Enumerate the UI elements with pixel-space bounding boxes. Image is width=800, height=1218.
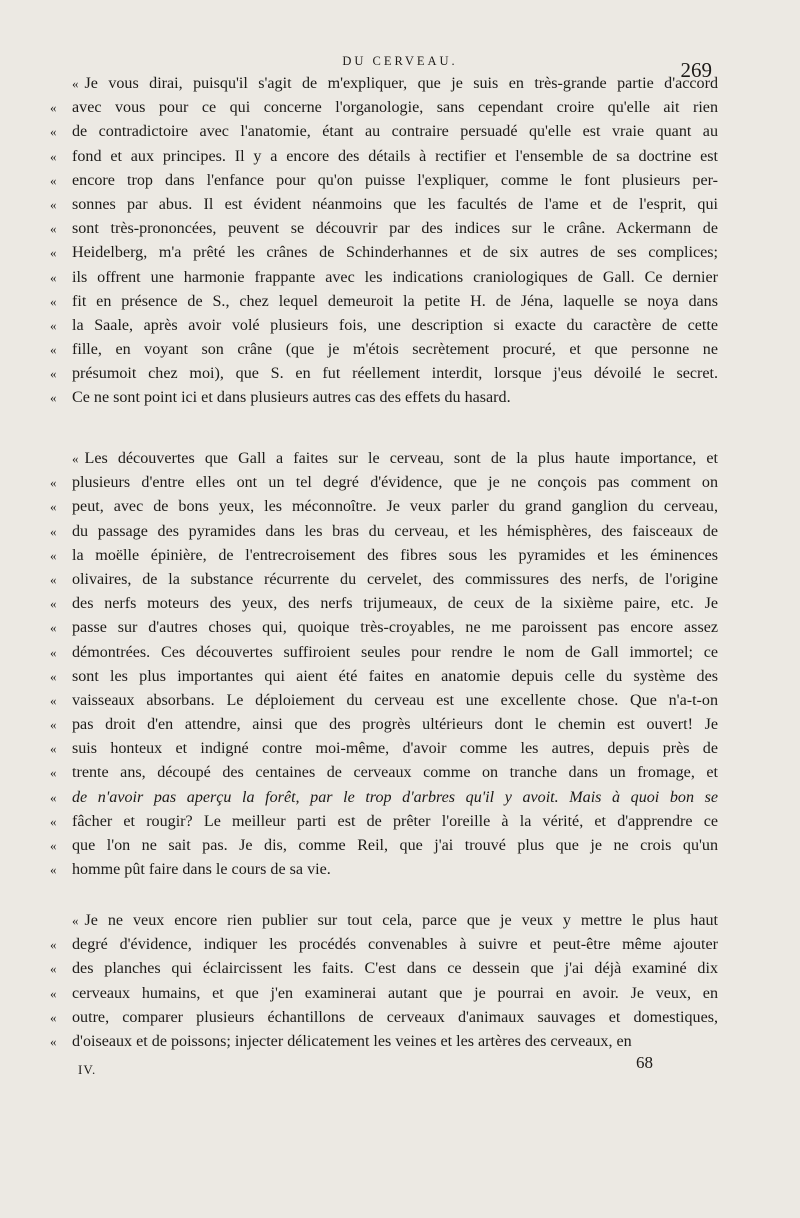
quote-mark: «: [50, 196, 57, 212]
text-line: [50, 858, 718, 882]
text-line: [50, 145, 718, 169]
text-line: [50, 217, 718, 241]
text-line: [50, 1030, 718, 1054]
line-text: plusieurs d'entre elles ont un tel degré d'évidence, que je ne conçois pas comment on: [72, 474, 718, 492]
quote-mark: «: [50, 317, 57, 333]
line-text: que l'on ne sait pas. Je dis, comme Reil, que j'ai trouvé plus que je ne crois qu'un: [72, 837, 718, 854]
quote-mark: «: [50, 644, 57, 660]
line-text: la moëlle épinière, de l'entrecroisement des fibres sous les pyramides et les éminences: [72, 546, 718, 564]
signature-mark: IV.: [78, 1062, 97, 1077]
text-line: [50, 933, 718, 957]
line-text: fille, en voyant son crâne (que je m'étois secrètement procuré, et que personne ne: [72, 341, 718, 359]
quote-mark: «: [50, 523, 57, 539]
quote-mark: «: [50, 1009, 57, 1025]
text-line: [50, 810, 718, 834]
line-text: vaisseaux absorbans. Le déploiement du cerveau est une excellente chose. Que n'a-t-on: [72, 691, 718, 709]
text-line: [50, 471, 718, 495]
line-text: de contradictoire avec l'anatomie, étant au contraire persuadé qu'elle est vraie quant au: [72, 123, 718, 141]
text-line: [50, 713, 718, 737]
line-text: sont très-prononcées, peuvent se découvrir par des indices sur le crâne. Ackermann de: [72, 220, 718, 238]
quote-mark: «: [50, 571, 57, 587]
text-line: [50, 96, 718, 120]
quote-mark: «: [50, 390, 57, 406]
quote-mark: «: [50, 862, 57, 878]
quote-mark: «: [50, 342, 57, 358]
paragraph: [50, 447, 718, 882]
line-text: ils offrent une harmonie frappante avec les indications craniologiques de Gall. Ce dernier: [72, 268, 718, 286]
quote-mark: «: [50, 620, 57, 636]
paragraph: [50, 72, 718, 411]
text-line: [50, 957, 718, 981]
text-line: [50, 1006, 718, 1030]
quote-mark: «: [50, 789, 57, 805]
text-line: [50, 386, 718, 410]
quote-mark: «: [50, 475, 57, 491]
line-text: outre, comparer plusieurs échantillons de cerveaux d'animaux sauvages et domestiques,: [72, 1008, 718, 1026]
text-line: [50, 592, 718, 616]
text-line: [50, 338, 718, 362]
quote-mark: «: [50, 985, 57, 1001]
text-line: [50, 241, 718, 265]
quote-mark: «: [50, 366, 57, 382]
line-text: homme pût faire dans le cours de sa vie.: [72, 861, 331, 879]
line-text: sont les plus importantes qui aient été faites en anatomie depuis celle du système des: [72, 667, 718, 685]
quote-mark: «: [50, 499, 57, 515]
line-text: fond et aux principes. Il y a encore des détails à rectifier et l'ensemble de sa doctrine est: [72, 147, 718, 165]
text-line: [50, 737, 718, 761]
quote-mark: «: [50, 937, 57, 953]
quote-mark: «: [72, 451, 79, 466]
line-text: Je vous dirai, puisqu'il s'agit de m'expliquer, que je suis en très-grande partie d'accord: [84, 75, 718, 92]
line-text: Ce ne sont point ici et dans plusieurs autres cas des effets du hasard.: [72, 389, 511, 407]
quote-mark: «: [50, 961, 57, 977]
text-line: [50, 982, 718, 1006]
text-line: [50, 834, 718, 858]
text-line: [50, 689, 718, 713]
quote-mark: «: [50, 124, 57, 140]
quote-mark: «: [50, 765, 57, 781]
quote-mark: «: [50, 100, 57, 116]
line-text: des planches qui éclaircissent les faits. C'est dans ce dessein que j'ai déjà examiné dix: [72, 960, 718, 978]
line-text: Heidelberg, m'a prêté les crânes de Schinderhannes et de six autres de ses complices;: [72, 244, 718, 262]
text-line: [50, 641, 718, 665]
line-text: de n'avoir pas aperçu la forêt, par le trop d'arbres qu'il y avoit. Mais à quoi bon se: [72, 788, 718, 806]
text-line: [50, 72, 718, 96]
quote-mark: «: [50, 813, 57, 829]
quote-mark: «: [50, 596, 57, 612]
quote-mark: «: [72, 76, 79, 91]
quote-mark: «: [50, 1033, 57, 1049]
text-line: [50, 362, 718, 386]
text-line: [50, 169, 718, 193]
line-text: pas droit d'en attendre, ainsi que des progrès ultérieurs dont le chemin est ouvert! Je: [72, 716, 718, 734]
quote-mark: «: [50, 547, 57, 563]
text-line: [50, 909, 718, 933]
line-text: olivaires, de la substance récurrente du cervelet, des commissures des nerfs, de l'origine: [72, 570, 718, 588]
text-line: [50, 495, 718, 519]
line-text: passe sur d'autres choses qui, quoique très-croyables, ne me paroissent pas encore assez: [72, 619, 718, 637]
text-line: [50, 786, 718, 810]
quote-mark: «: [50, 838, 57, 853]
running-title: DU CERVEAU.: [342, 54, 458, 68]
line-text: trente ans, découpé des centaines de cerveaux comme on tranche dans un fromage, et: [72, 764, 718, 782]
page-number: 269: [680, 58, 712, 82]
quote-mark: «: [50, 269, 57, 285]
line-text: peut, avec de bons yeux, les méconnoître. Je veux parler du grand ganglion du cerveau,: [72, 498, 718, 516]
text-line: [50, 761, 718, 785]
quote-mark: «: [50, 245, 57, 261]
text-line: [50, 290, 718, 314]
line-text: suis honteux et indigné contre moi-même, d'avoir comme les autres, depuis près de: [72, 740, 718, 758]
text-line: [50, 314, 718, 338]
text-line: [50, 520, 718, 544]
line-text: fit en présence de S., chez lequel demeuroit la petite H. de Jéna, laquelle se noya dans: [72, 292, 718, 310]
line-text: fâcher et rougir? Le meilleur parti est de prêter l'oreille à la vérité, et d'apprendre ce: [72, 812, 718, 830]
quote-mark: «: [50, 148, 57, 164]
quote-mark: «: [50, 668, 57, 684]
line-text: cerveaux humains, et que j'en examinerai autant que je pourrai en avoir. Je veux, en: [72, 984, 718, 1002]
line-text: degré d'évidence, indiquer les procédés convenables à suivre et peut-être même ajouter: [72, 936, 718, 954]
line-text: du passage des pyramides dans les bras du cerveau, et les hémisphères, des faisceaux de: [72, 522, 718, 540]
text-line: [50, 447, 718, 471]
text-line: [50, 544, 718, 568]
text-line: [50, 193, 718, 217]
quote-mark: «: [50, 221, 57, 237]
quote-mark: «: [50, 717, 57, 733]
line-text: avec vous pour ce qui concerne l'organologie, sans cependant croire qu'elle ait rien: [72, 99, 718, 117]
line-text: la Saale, après avoir volé plusieurs fois, une description si exacte du caractère de cette: [72, 316, 718, 334]
quote-mark: «: [72, 913, 79, 928]
paragraph: [50, 909, 718, 1054]
text-line: [50, 120, 718, 144]
quote-mark: «: [50, 741, 57, 757]
text-line: [50, 266, 718, 290]
line-text: encore trop dans l'enfance pour qu'on puisse l'expliquer, comme le font plusieurs per-: [72, 171, 718, 189]
line-text: démontrées. Ces découvertes suffiroient seules pour rendre le nom de Gall immortel; ce: [72, 643, 718, 661]
quote-mark: «: [50, 172, 57, 188]
line-text: Les découvertes que Gall a faites sur le cerveau, sont de la plus haute importance, et: [84, 450, 718, 467]
text-line: [50, 665, 718, 689]
signature-number: 68: [636, 1053, 653, 1072]
line-text: d'oiseaux et de poissons; injecter délicatement les veines et les artères des cerveaux, en: [72, 1032, 632, 1050]
text-line: [50, 568, 718, 592]
quote-mark: «: [50, 692, 57, 708]
line-text: des nerfs moteurs des yeux, des nerfs trijumeaux, de ceux de la sixième paire, etc. Je: [72, 595, 718, 613]
line-text: sonnes par abus. Il est évident néanmoins que les facultés de l'ame et de l'esprit, qui: [72, 195, 718, 213]
line-text: présumoit chez moi), que S. en fut réellement interdit, lorsque j'eus dévoilé le secret.: [72, 365, 718, 383]
text-line: [50, 616, 718, 640]
quote-mark: «: [50, 293, 57, 309]
line-text: Je ne veux encore rien publier sur tout cela, parce que je veux y mettre le plus haut: [84, 912, 718, 929]
